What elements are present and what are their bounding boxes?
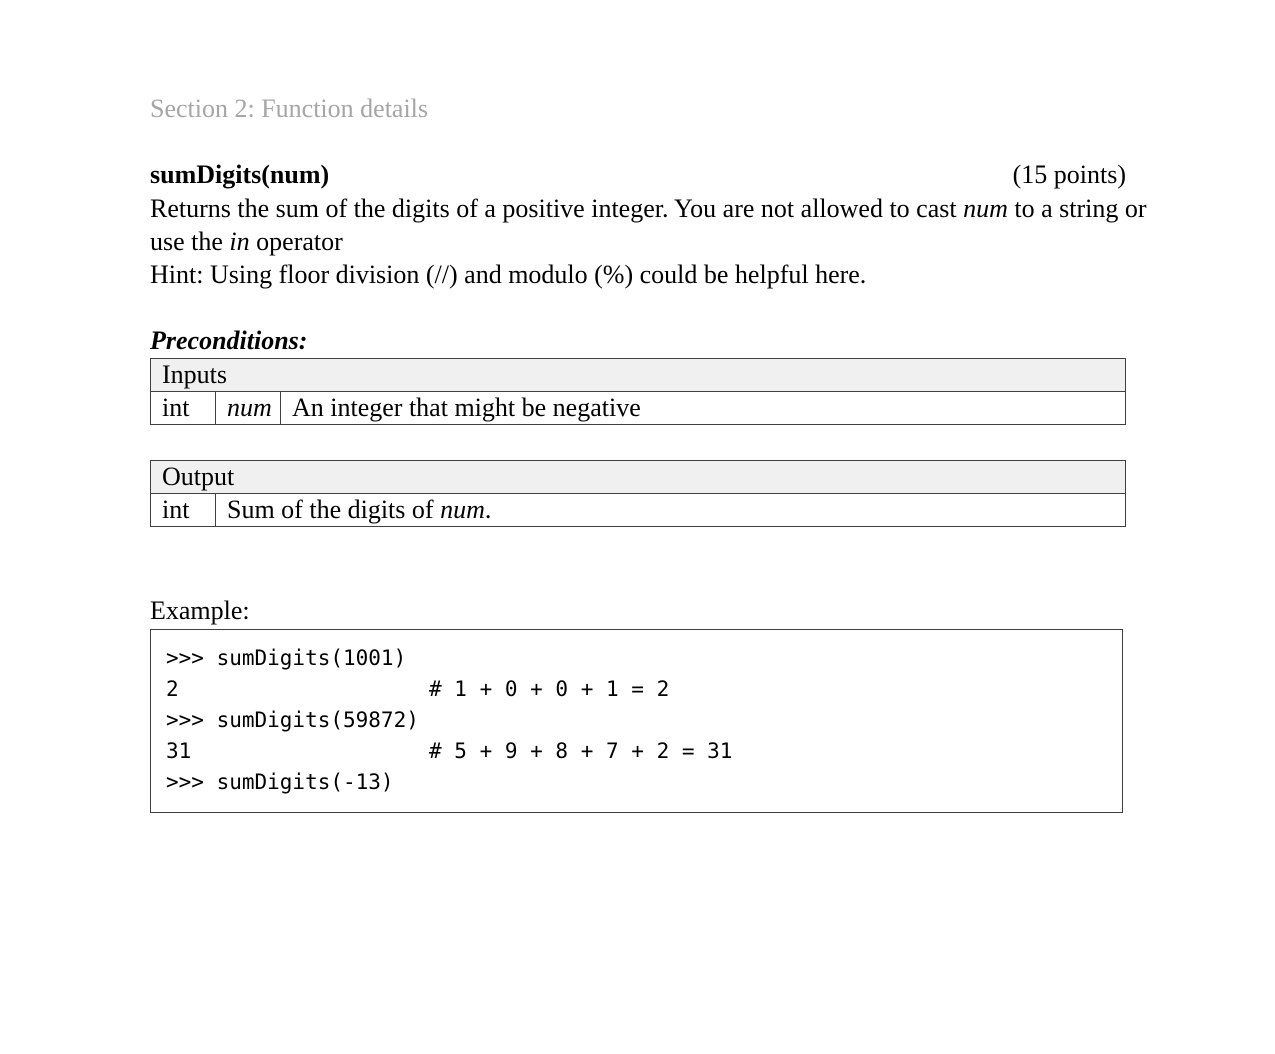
code-line-prompt [166,643,1107,674]
preconditions-label: Preconditions: [150,326,308,355]
input-type-cell: int [151,392,216,425]
function-heading [150,159,1126,191]
function-signature: sumDigits(num) [150,160,330,189]
output-description-text: Sum of the digits of [227,495,441,524]
code-line-prompt [166,767,1107,798]
output-description-cell [216,494,1126,527]
function-description [150,192,1147,291]
description-hint: Hint: Using floor division (//) and modulo (%) could be helpful here. [150,260,867,289]
description-text: Returns the sum of the digits of a positive integer. You are not allowed to cast [150,194,964,223]
description-line-1 [150,192,1147,225]
example-label: Example: [150,596,250,625]
code-comment: # 1 + 0 + 0 + 1 = 2 [429,677,670,701]
code-prompt: >>> sumDigits(59872) [166,708,419,732]
code-line-prompt [166,705,1107,736]
function-points: (15 points) [1012,160,1126,189]
code-output: 2 [166,677,179,701]
output-description-param: num [440,495,485,524]
example-code-block [150,629,1123,813]
description-line-2 [150,225,1126,258]
code-prompt: >>> sumDigits(1001) [166,646,407,670]
code-line-output [166,736,1107,767]
description-param: num [963,194,1008,223]
output-table [150,460,1126,527]
output-table-header-row [151,461,1126,494]
output-type-cell: int [151,494,216,527]
description-text: to a string or [1007,194,1147,223]
description-text: use the [150,227,230,256]
description-keyword: in [229,227,250,256]
code-prompt: >>> sumDigits(-13) [166,770,394,794]
code-comment: # 5 + 9 + 8 + 7 + 2 = 31 [429,739,733,763]
inputs-table [150,358,1126,425]
inputs-table-header-row [151,359,1126,392]
table-row [151,392,1126,425]
section-title: Section 2: Function details [150,94,429,123]
inputs-table-header: Inputs [151,359,1126,392]
output-description-text: . [484,495,492,524]
input-name-cell: num [216,392,281,425]
table-row [151,494,1126,527]
code-output: 31 [166,739,192,763]
code-line-output [166,674,1107,705]
output-table-header: Output [151,461,1126,494]
input-description-cell: An integer that might be negative [281,392,1126,425]
description-text: operator [249,227,343,256]
